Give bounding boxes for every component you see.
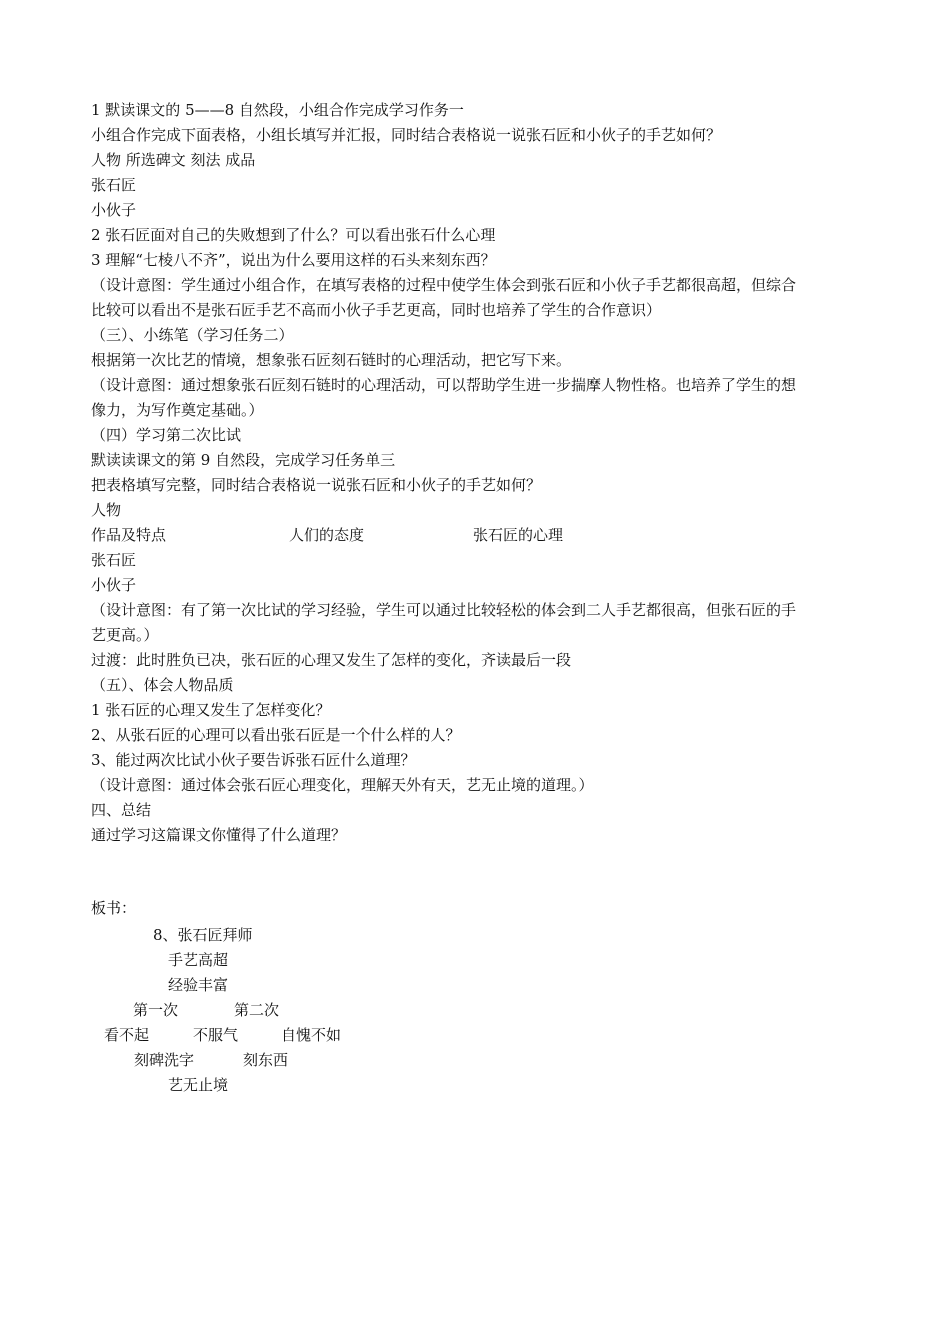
table-one-row-youth: 小伙子 — [91, 201, 137, 219]
task-one-instruction: 1 默读课文的 5——8 自然段，小组合作完成学习作务一 — [91, 101, 464, 119]
design-intent-one-line-1: （设计意图：学生通过小组合作，在填写表格的过程中使学生体会到张石匠和小伙子手艺都很高超，但综合 — [91, 276, 797, 294]
design-intent-four: （设计意图：通过体会张石匠心理变化，理解天外有天，艺无止境的道理。） — [91, 776, 594, 794]
summary-question: 通过学习这篇课文你懂得了什么道理？ — [91, 826, 347, 844]
table-two-header-attitude: 人们的态度 — [289, 526, 365, 544]
board-ashamed: 自愧不如 — [281, 1026, 342, 1044]
table-two-row-youth: 小伙子 — [91, 576, 137, 594]
table-one-instruction: 小组合作完成下面表格，小组长填写并汇报，同时结合表格说一说张石匠和小伙子的手艺如何？ — [91, 126, 722, 144]
board-second-contest: 第二次 — [234, 1001, 280, 1019]
section-five-question-1: 1 张石匠的心理又发生了怎样变化？ — [91, 701, 331, 719]
board-carve-stele: 刻碑洗字 — [134, 1051, 195, 1069]
design-intent-three-line-1: （设计意图：有了第一次比试的学习经验，学生可以通过比较轻松的体会到二人手艺都很高，但张石匠的手 — [91, 601, 797, 619]
summary-heading: 四、总结 — [91, 801, 152, 819]
design-intent-three-line-2: 艺更高。） — [91, 626, 159, 644]
section-five-heading: （五）、体会人物品质 — [91, 676, 234, 694]
section-four-heading: （四）学习第二次比试 — [91, 426, 242, 444]
transition-text: 过渡：此时胜负已决，张石匠的心理又发生了怎样的变化，齐读最后一段 — [91, 651, 572, 669]
table-one-header: 人物 所选碑文 刻法 成品 — [91, 151, 256, 169]
table-two-header-person: 人物 — [91, 501, 122, 519]
board-endless-art: 艺无止境 — [168, 1076, 229, 1094]
board-carve-things: 刻东西 — [243, 1051, 289, 1069]
question-three: 3 理解“七棱八不齐”，说出为什么要用这样的石头来刻东西？ — [91, 251, 496, 269]
table-two-header-psychology: 张石匠的心理 — [473, 526, 564, 544]
table-two-row-zhang: 张石匠 — [91, 551, 137, 569]
question-two: 2 张石匠面对自己的失败想到了什么？可以看出张石什么心理 — [91, 226, 496, 244]
design-intent-two-line-2: 像力，为写作奠定基础。） — [91, 401, 264, 419]
board-not-convinced: 不服气 — [193, 1026, 239, 1044]
board-experience: 经验丰富 — [168, 976, 229, 994]
table-two-instruction: 把表格填写完整，同时结合表格说一说张石匠和小伙子的手艺如何？ — [91, 476, 542, 494]
board-first-contest: 第一次 — [133, 1001, 179, 1019]
design-intent-one-line-2: 比较可以看出不是张石匠手艺不高而小伙子手艺更高，同时也培养了学生的合作意识） — [91, 301, 662, 319]
section-five-question-2: 2、从张石匠的心理可以看出张石匠是一个什么样的人？ — [91, 726, 461, 744]
writing-practice-instruction: 根据第一次比艺的情境，想象张石匠刻石链时的心理活动，把它写下来。 — [91, 351, 572, 369]
board-label: 板书： — [91, 899, 137, 917]
design-intent-two-line-1: （设计意图：通过想象张石匠刻石链时的心理活动，可以帮助学生进一步揣摩人物性格。也培养了学生的想 — [91, 376, 797, 394]
table-two-header-works: 作品及特点 — [91, 526, 167, 544]
section-five-question-3: 3、能过两次比试小伙子要告诉张石匠什么道理？ — [91, 751, 416, 769]
section-three-heading: （三）、小练笔（学习任务二） — [91, 326, 294, 344]
board-skill: 手艺高超 — [168, 951, 229, 969]
board-title: 8、张石匠拜师 — [153, 926, 253, 944]
board-look-down: 看不起 — [104, 1026, 150, 1044]
task-three-instruction: 默读读课文的第 9 自然段，完成学习任务单三 — [91, 451, 396, 469]
table-one-row-zhang: 张石匠 — [91, 176, 137, 194]
